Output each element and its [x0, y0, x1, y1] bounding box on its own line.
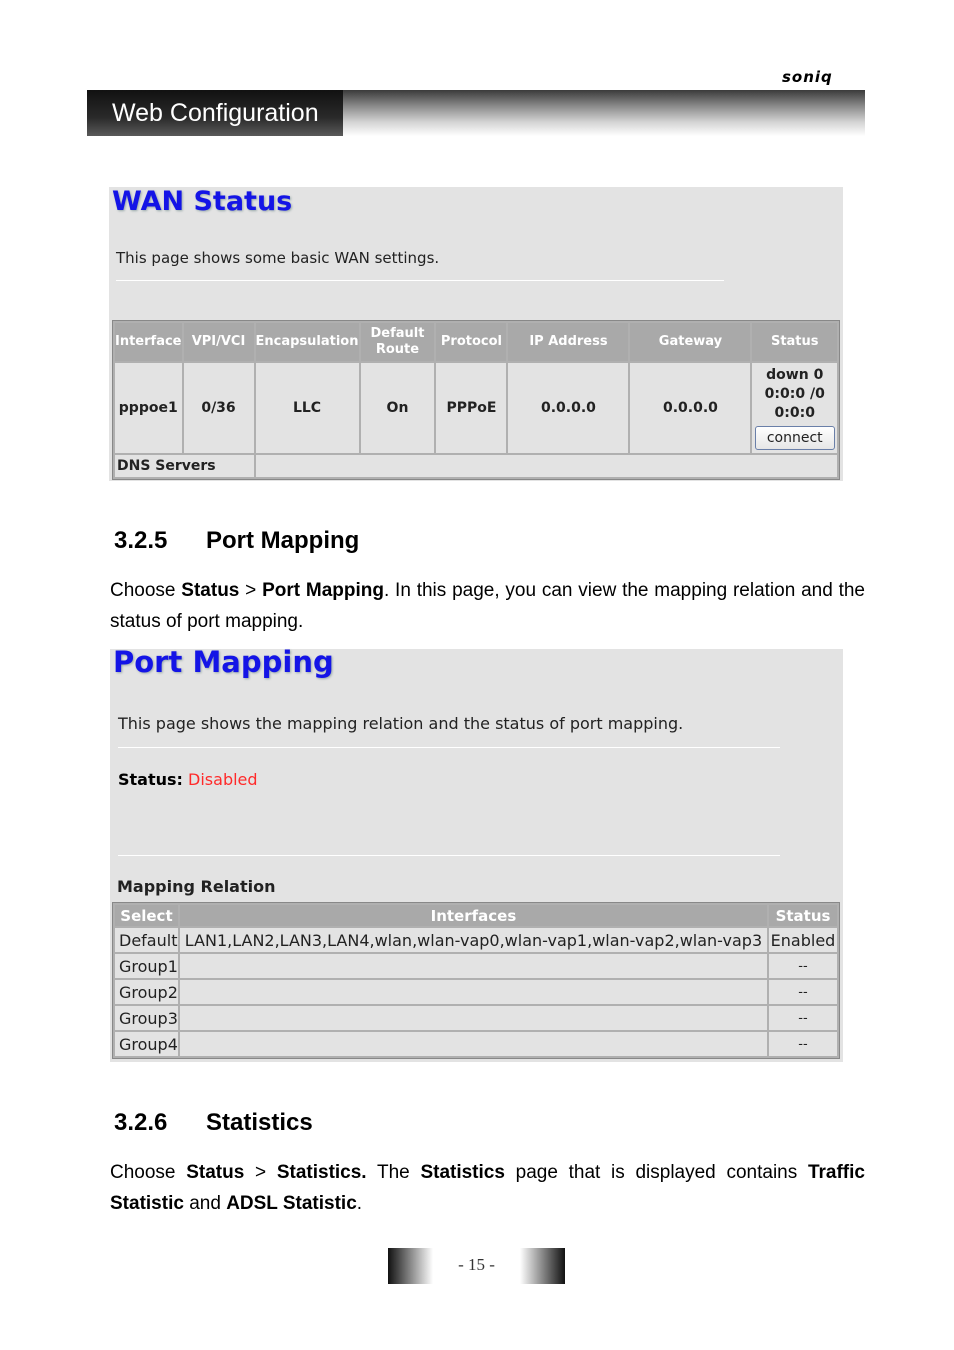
- cell-interface: pppoe1: [115, 363, 182, 453]
- col-ip-address: IP Address: [508, 323, 628, 361]
- text-bold: Status: [186, 1162, 245, 1183]
- text: .: [356, 1193, 363, 1214]
- cell-status: --: [769, 1032, 837, 1056]
- cell-default-route: On: [361, 363, 435, 453]
- col-select: Select: [115, 905, 178, 926]
- cell-status: [752, 363, 837, 453]
- cell-encapsulation: LLC: [256, 363, 359, 453]
- cell-status: --: [769, 1006, 837, 1030]
- statistics-paragraph: [110, 1157, 865, 1219]
- text: Choose: [110, 580, 182, 601]
- text: page that is displayed contains: [504, 1162, 808, 1183]
- text-bold: Status: [181, 580, 240, 601]
- section-number: 3.2.5: [114, 527, 168, 554]
- table-row: [115, 954, 837, 978]
- port-mapping-paragraph: [110, 575, 865, 637]
- connect-button[interactable]: connect: [755, 426, 835, 450]
- cell-ip-address: 0.0.0.0: [508, 363, 628, 453]
- col-encapsulation: Encapsulation: [256, 323, 359, 361]
- text: Choose: [110, 1162, 187, 1183]
- wan-status-description: This page shows some basic WAN settings.: [116, 249, 440, 267]
- text-bold: Port Mapping: [262, 580, 384, 601]
- status-line-2: 0:0:0 /0: [764, 386, 825, 402]
- cell-select: Default: [115, 928, 178, 952]
- text-bold: ADSL Statistic: [226, 1193, 357, 1214]
- col-default-route: Default Route: [361, 323, 435, 361]
- cell-interfaces: [180, 1032, 767, 1056]
- col-vpivci: VPI/VCI: [184, 323, 254, 361]
- port-mapping-title: Port Mapping: [113, 645, 334, 679]
- table-row: [115, 980, 837, 1004]
- cell-status: --: [769, 954, 837, 978]
- cell-interfaces: LAN1,LAN2,LAN3,LAN4,wlan,wlan-vap0,wlan-vap1,wlan-vap2,wlan-vap3: [180, 928, 767, 952]
- mapping-status: [118, 770, 258, 789]
- port-mapping-description: This page shows the mapping relation and the status of port mapping.: [118, 714, 684, 733]
- cell-select: Group2: [115, 980, 178, 1004]
- table-row: [115, 1006, 837, 1030]
- footer-gradient-left: [388, 1248, 433, 1284]
- mapping-relation-label: Mapping Relation: [117, 877, 276, 896]
- cell-status: Enabled: [769, 928, 837, 952]
- text: >: [244, 1162, 277, 1183]
- cell-status: --: [769, 980, 837, 1004]
- status-line-3: 0:0:0: [774, 405, 815, 421]
- dns-servers-value: [256, 455, 838, 477]
- col-protocol: Protocol: [436, 323, 506, 361]
- mapping-table-header: [115, 905, 837, 926]
- brand-logo: soniq: [782, 68, 833, 86]
- port-mapping-divider-top: [118, 747, 780, 748]
- text: >: [239, 580, 263, 601]
- text: and: [183, 1193, 227, 1214]
- status-label: Status:: [118, 770, 183, 789]
- cell-vpivci: 0/36: [184, 363, 254, 453]
- section-heading-326: [114, 1109, 313, 1137]
- footer-gradient-right: [520, 1248, 565, 1284]
- wan-table-header: [115, 323, 837, 361]
- port-mapping-divider-bottom: [118, 855, 780, 856]
- wan-status-table: [112, 320, 840, 480]
- table-row: [115, 363, 837, 453]
- cell-select: Group4: [115, 1032, 178, 1056]
- cell-interfaces: [180, 980, 767, 1004]
- text-bold: Traffic Statistic: [110, 1162, 865, 1214]
- mapping-relation-table: [112, 902, 840, 1059]
- cell-select: Group3: [115, 1006, 178, 1030]
- status-value: Disabled: [188, 770, 258, 789]
- col-gateway: Gateway: [630, 323, 750, 361]
- dns-servers-label: DNS Servers: [115, 455, 254, 477]
- header-title: Web Configuration: [112, 99, 319, 127]
- cell-interfaces: [180, 1006, 767, 1030]
- text: . In this page, you can view the mapping relation and the status of port mapping.: [110, 580, 865, 632]
- col-interface: Interface: [115, 323, 182, 361]
- cell-select: Group1: [115, 954, 178, 978]
- col-status: Status: [752, 323, 837, 361]
- text: The: [366, 1162, 421, 1183]
- table-row: [115, 455, 837, 477]
- wan-status-title: WAN Status: [112, 186, 293, 217]
- section-title: Port Mapping: [206, 527, 360, 554]
- text-bold: Statistics: [420, 1162, 505, 1183]
- col-interfaces: Interfaces: [180, 905, 767, 926]
- cell-interfaces: [180, 954, 767, 978]
- cell-gateway: 0.0.0.0: [630, 363, 750, 453]
- text-bold: Statistics.: [276, 1162, 367, 1183]
- table-row: [115, 928, 837, 952]
- section-title: Statistics: [206, 1109, 313, 1136]
- cell-protocol: PPPoE: [436, 363, 506, 453]
- table-row: [115, 1032, 837, 1056]
- section-heading-325: [114, 527, 359, 555]
- col-status: Status: [769, 905, 837, 926]
- wan-divider: [116, 280, 724, 281]
- page-number: - 15 -: [458, 1255, 495, 1274]
- section-number: 3.2.6: [114, 1109, 168, 1136]
- status-line-1: down 0: [766, 367, 824, 383]
